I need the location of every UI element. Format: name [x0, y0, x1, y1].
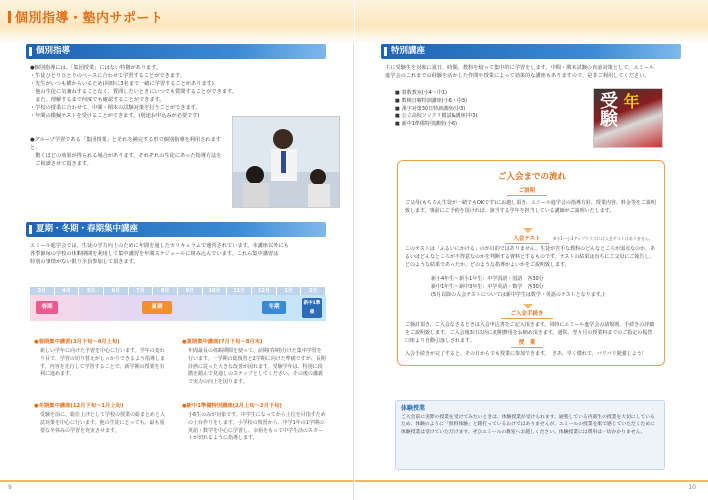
group-line: ご相談させて頂きます。: [30, 161, 92, 168]
course-title: ●夏期集中講座(7月下旬〜8月末): [182, 339, 263, 345]
winter-tag: 冬期: [262, 301, 286, 314]
individual-line: ・生徒ひとりひとりのペースに合わせて学習することができます。: [30, 73, 185, 80]
flow-arrow: [523, 228, 533, 233]
individual-line: ・年間の模擬テストを受けることができます。(別途お申込みが必要です): [30, 113, 200, 120]
month-label: 12月: [252, 287, 277, 295]
page-number: 10: [688, 483, 696, 491]
individual-line: ●個別指導には、「集団授業」にはない特徴があります。: [30, 65, 162, 71]
course-body: 年間最長の休暇期間を使って、前期(春期)分けた集中学習を行います。一学期の総復習と2学期に向けた準備ですが、長期計画に従った大きな改善が図れます。受験学年は、特別に段階を踏んで見通しのステップとしてください。その後の講義で実力の向上を図ります。: [188, 348, 326, 385]
step-class: 授 業: [511, 338, 543, 348]
individual-line: ・学校の授業に合わせて、中間・期末の試験対策を行うことができます。: [30, 105, 201, 112]
seasonal-line: 特別の事情がない限り全員参加して頂きます。: [30, 259, 139, 266]
test-detail-line: 新中1年生〜新中3年生：中学英語・数学 各30分: [431, 283, 544, 290]
group-line: 驚くほどの効果が得られる場合があります。それぞれの生徒にあった指導方法を: [30, 153, 222, 160]
step-class-text: 入会手続きが完了すると、その日からでも授業に参加できます。 さあ、早く慣れて、バリバリ勉強しよう！: [405, 351, 647, 357]
step-procedure-text: ご検討頂き、ご入会なさるときは入会申込書をご記入頂きます。同時にエミール進学会の諸規則、手続きの詳細をご説明致します。ご入会後3日以内に初期費用をお納め頂きます。通常、翌々月の授業料までのご指定の振替口座より自動引落しされます。: [405, 322, 655, 344]
seasonal-heading: 夏期・冬期・春期集中講座: [26, 222, 326, 237]
seasonal-line: エミール進学会では、生徒の学力向上のために年間を通したカリキュラムで運営されています。本講座以外にも: [30, 243, 289, 249]
step-explain-text: ご父母(もちろん生徒が一緒でもOKです)にお越し頂き、エミール進学会の指導方針、授業内容、料金等をご説明致します。事前にご予約を頂ければ、該当する学年を担当している講師がご説明いたします。: [405, 200, 656, 214]
book-title-text: 年: [621, 93, 640, 109]
flow-title: ご入会までの流れ: [497, 172, 566, 182]
individual-line: また、理解するまで何度でも確認することができます。: [30, 97, 165, 104]
step-procedure: ご入会手続き: [501, 309, 553, 319]
month-label: 2月: [301, 287, 326, 295]
step-explain: ご説明: [507, 186, 547, 196]
course-body: 受験を前に、総仕上げとして学校の授業の総まとめと入試対策を中心に行います。他の生徒にとっても、最も重要な冬休みの学習を充実させます。: [40, 412, 166, 434]
month-label: 4月: [55, 287, 80, 295]
trial-heading: 体験授業: [401, 405, 426, 412]
bottom-rule: [0, 480, 354, 482]
list-item: ■ 新中1準備特別講座(小6): [395, 121, 457, 127]
special-text: [385, 64, 685, 80]
individual-text: [30, 64, 330, 120]
step-test: 入会テスト: [505, 234, 549, 244]
special-line: 進学会のこれまでの経験を活かした作問や授業によって効果的な講座もありますので、是非ご利用してください。: [385, 73, 650, 80]
step-test-text: このテストは「ふるいにかける」のが目的ではありません。生徒が苦手な教科のどんなところが弱点なのか、あるいはどんなところが不得意なのかを判断する資料とするものです。テストの結果は直ちにご父母にご報告し、どのような結果であったか、どのような指導がよいかをご説明致します。: [405, 246, 656, 268]
newgrade-tag: 新中1準備: [302, 298, 322, 318]
teacher-student-photo: [232, 116, 340, 208]
test-note: ※小1〜小3アップクラスには入会テストはありません。: [553, 236, 654, 241]
course-name: 漢字対策30日特訓講座(中3): [401, 105, 466, 112]
month-label: 1月: [277, 287, 302, 295]
list-item: ■ 数検日曜特訓講座(小6・中3): [395, 97, 467, 104]
page-title: 個別指導・塾内サポート: [8, 9, 164, 29]
list-item: ■ 算数教室(小4〜中1): [395, 90, 447, 96]
course-title: ●冬期集中講座(12月下旬〜1月上旬): [34, 403, 124, 409]
group-text: [30, 136, 230, 168]
month-label: 3月: [30, 287, 55, 295]
course-name: 数検日曜特訓講座(小6・中3): [401, 97, 467, 104]
month-row: [30, 287, 326, 295]
page-number: 9: [8, 483, 12, 491]
month-label: 5月: [79, 287, 104, 295]
annual-timeline: [30, 287, 326, 321]
photo-illustration: [233, 117, 340, 208]
course-body: 小6生のみが対象です。中学生になってから上位を目指すための土台作りをします。小学校の復習から、中学1年の1学期の英語・数学を中心に学習し、余裕をもって中学生活のスタートが切れるように指導します。: [188, 412, 326, 442]
course-name: 算数教室(小4〜中1): [401, 90, 447, 96]
month-label: 9月: [178, 287, 203, 295]
individual-heading: 個別指導: [26, 44, 326, 59]
book-title-text: 受験: [597, 91, 618, 127]
course-body: 新しい学年に向けた予習を中心に行います。学年の変わり目で、学習の切り替えがしっかりできるよう指導します。内容を先行して学習することで、新学期の授業を有利に進めます。: [40, 348, 165, 378]
special-heading: 特別講座: [381, 44, 681, 59]
month-label: 7月: [129, 287, 154, 295]
trial-text: ご入会前に実際の授業を受けてみたいときは、体験授業が受けられます。通塾している内部生の授業を大切にしているため、体験のように「無料体験」と銘打っているわけではありませんが、エミールの授業を肌で感じていただくために体験授業は受けていただけます。ぜひエミールの教室へお越しください。体験授業には費用は一切かかりません。: [401, 415, 655, 435]
individual-line: 他の生徒に気兼ねすることなく、質問したいときにいつでも質問することができます。: [30, 89, 237, 96]
seasonal-line: 各季節毎の学校の休暇期間を利用して集中講習を年間スケジュールに組み込んでいます。これら集中講習は: [30, 251, 279, 258]
group-line: ●グループ学習である「集団授業」とそれを補完する形で個別指導を利用されますと、: [30, 137, 221, 152]
test-details: [431, 276, 657, 299]
course-name: 公立高校ソックリ模試&講座(中3): [401, 113, 478, 120]
special-course-list: [395, 90, 585, 129]
course-title: ●春期集中講習(3月下旬〜4月上旬): [34, 339, 120, 345]
test-detail-line: 新小4年生〜新小1年生：中学国語・国語 各30分: [431, 276, 544, 282]
test-detail-line: (5月以降の入会テストについては新中学生は数学・英語のテストとなります。): [431, 291, 605, 298]
special-line: 主に受験生を対象に夏日、時間、教科を絞って集中的に学習をします。中間・期末試験の直前対策として、エミール: [385, 65, 655, 71]
bottom-rule: [355, 480, 708, 482]
individual-line: ・先生がいつも横からいるため(同時に3名まで一緒に学習することがあります)、: [30, 81, 219, 88]
exam-book-photo: [593, 88, 663, 148]
spring-tag: 春期: [36, 301, 58, 314]
top-band: [355, 0, 708, 44]
right-page: [355, 0, 708, 500]
seasonal-text: [30, 242, 330, 266]
month-label: 11月: [227, 287, 252, 295]
list-item: ■ 公立高校ソックリ模試&講座(中3): [395, 113, 478, 120]
month-label: 10月: [203, 287, 228, 295]
list-item: ■ 漢字対策30日特訓講座(中3): [395, 105, 466, 112]
summer-tag: 夏期: [142, 301, 172, 314]
course-name: 新中1準備特別講座(小6): [401, 121, 457, 127]
month-label: 8月: [153, 287, 178, 295]
month-label: 6月: [104, 287, 129, 295]
course-title: ●新中1準備特別講座(2月上旬〜2月下旬): [182, 403, 282, 409]
